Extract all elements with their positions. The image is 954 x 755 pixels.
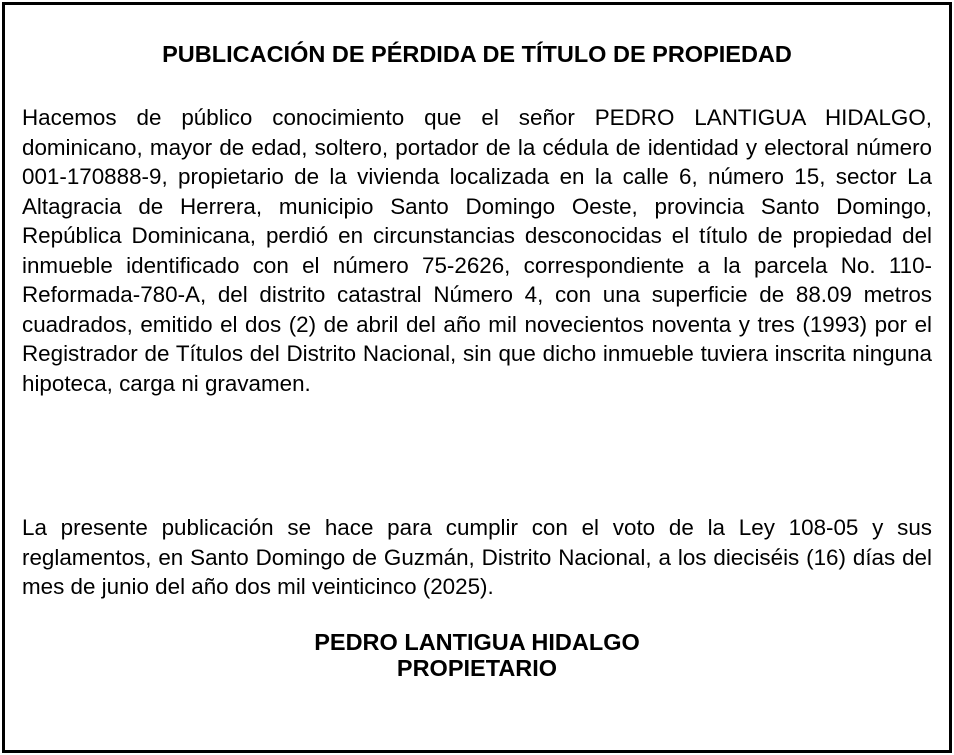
notice-title: PUBLICACIÓN DE PÉRDIDA DE TÍTULO DE PROPIEDAD bbox=[162, 41, 792, 67]
signature-block bbox=[5, 629, 949, 681]
signature-role: PROPIETARIO bbox=[396, 655, 558, 681]
signature-name: PEDRO LANTIGUA HIDALGO bbox=[314, 629, 640, 655]
notice-body-paragraph: Hacemos de público conocimiento que el señor PEDRO LANTIGUA HIDALGO, dominicano, mayor de edad, soltero, portador de la cédula de identidad y electoral número 001-170888-9, propietario de la vivienda localizada en la calle 6, número 15, sector La Altagracia de Herrera, municipio Santo Domingo Oeste, provincia Santo Domingo, República Dominicana, perdió en circunstancias desconocidas el título de propiedad del inmueble identificado con el número 75-2626, correspondiente a la parcela No. 110-Reformada-780-A, del distrito catastral Número 4, con una superficie de 88.09 metros cuadrados, emitido el dos (2) de abril del año mil novecientos noventa y tres (1993) por el Registrador de Títulos del Distrito Nacional, sin que dicho inmueble tuviera inscrita ninguna hipoteca, carga ni gravamen. bbox=[22, 105, 932, 396]
notice-closing-paragraph: La presente publicación se hace para cumplir con el voto de la Ley 108-05 y sus reglamentos, en Santo Domingo de Guzmán, Distrito Nacional, a los dieciséis (16) días del mes de junio del año dos mil veinticinco (2025). bbox=[22, 515, 932, 599]
notice-frame bbox=[2, 2, 952, 753]
